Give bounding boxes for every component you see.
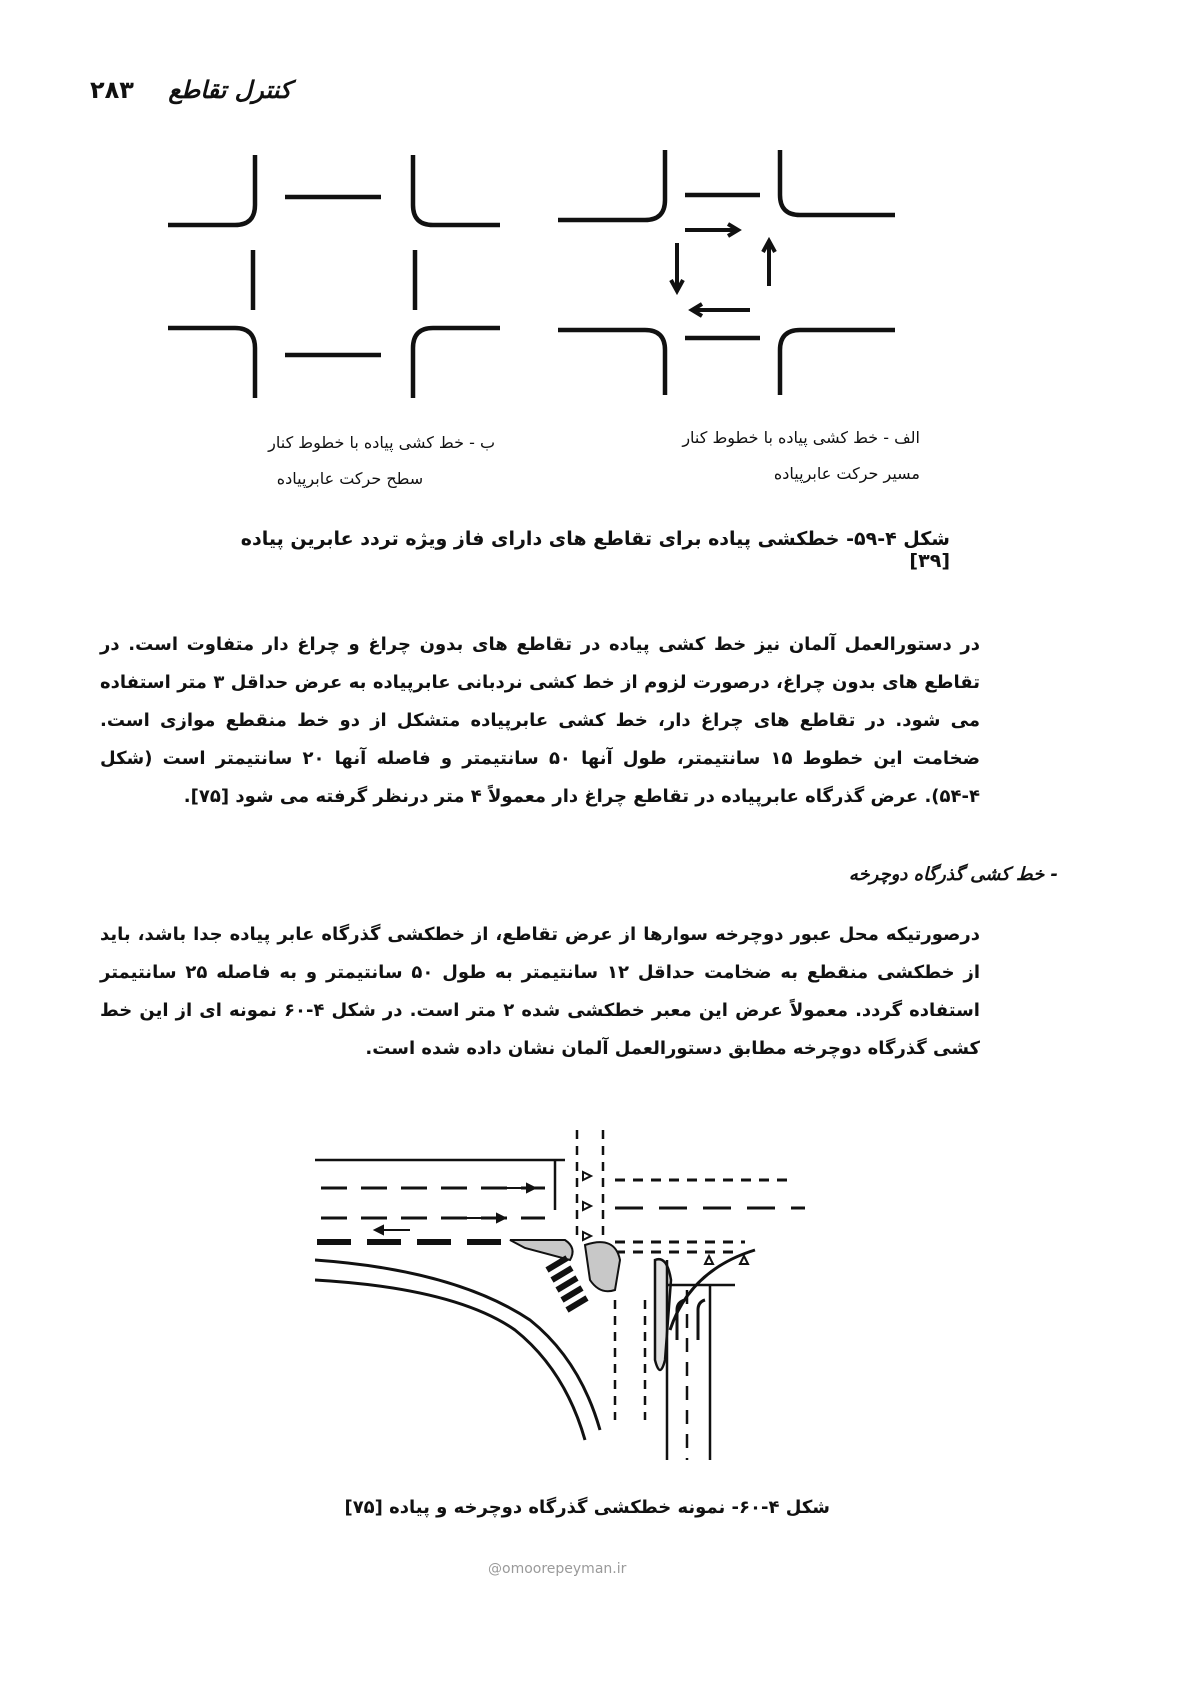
panel-b-diagram [168,155,500,398]
figure-59-panel-b-caption [205,425,495,497]
page-number: ۲۸۳ [90,76,134,104]
pedestrian-crossing-bars [547,1258,587,1310]
panel-b-caption-line1: ب - خط کشی پیاده با خطوط کنار [268,433,495,452]
panel-a-pedestrian-arrows [671,224,775,316]
figure-59-caption: شکل ۴-۵۹- خطکشی پیاده برای تقاطع های دارای فاز ویژه تردد عابرین پیاده [۳۹] [240,528,950,572]
figure-59-panel-a-caption [620,420,920,492]
body-paragraph-1: در دستورالعمل آلمان نیز خط کشی پیاده در تقاطع های بدون چراغ و چراغ دار متفاوت است. در تقاطع های بدون چراغ، درصورت لزوم از خط کشی نردبانی عابرپیاده به عرض حداقل ۳ متر استفاده می شود. در تقاطع های چراغ دار، خط کشی عابرپیاده متشکل از دو خط منقطع موازی است. ضخامت این خطوط ۱۵ سانتیمتر، طول آنها ۵۰ سانتیمتر و فاصله آنها ۲۰ سانتیمتر است (شکل ۴-۵۴). عرض گذرگاه عابرپیاده در تقاطع چراغ دار معمولاً ۴ متر درنظر گرفته می شود [۷۵]. [100,634,980,807]
watermark: @omoorepeyman.ir [488,1561,627,1577]
figure-60-bike-crossing-diagram [315,1130,865,1490]
panel-b-caption-line2: سطح حرکت عابرپیاده [276,469,424,488]
panel-a-diagram [558,150,895,395]
figure-60-caption: شکل ۴-۶۰- نمونه خطکشی گذرگاه دوچرخه و پیاده [۷۵] [344,1497,830,1518]
figure-59-intersection-diagrams [165,150,905,400]
section-heading-bike-crossing: - خط کشی گذرگاه دوچرخه [848,864,1058,885]
median-and-right-lanes [655,1259,735,1460]
lane-arrows [375,1184,535,1234]
body-paragraph-2: درصورتیکه محل عبور دوچرخه سوارها از عرض تقاطع، از خطکشی گذرگاه عابر پیاده جدا باشد، باید از خطکشی منقطع به ضخامت حداقل ۱۲ سانتیمتر به طول ۵۰ سانتیمتر و به فاصله ۲۵ سانتیمتر استفاده گردد. معمولاً عرض این معبر خطکشی شده ۲ متر است. در شکل ۴-۶۰ نمونه ای از این خط کشی گذرگاه دوچرخه مطابق دستورالعمل آلمان نشان داده شده است. [100,924,980,1059]
panel-a-caption-line1: الف - خط کشی پیاده با خطوط کنار [682,428,920,447]
running-title: کنترل تقاطع [168,76,292,104]
running-head [90,76,291,104]
curb-radius [315,1250,755,1440]
panel-a-caption-line2: مسیر حرکت عابرپیاده [773,464,920,483]
